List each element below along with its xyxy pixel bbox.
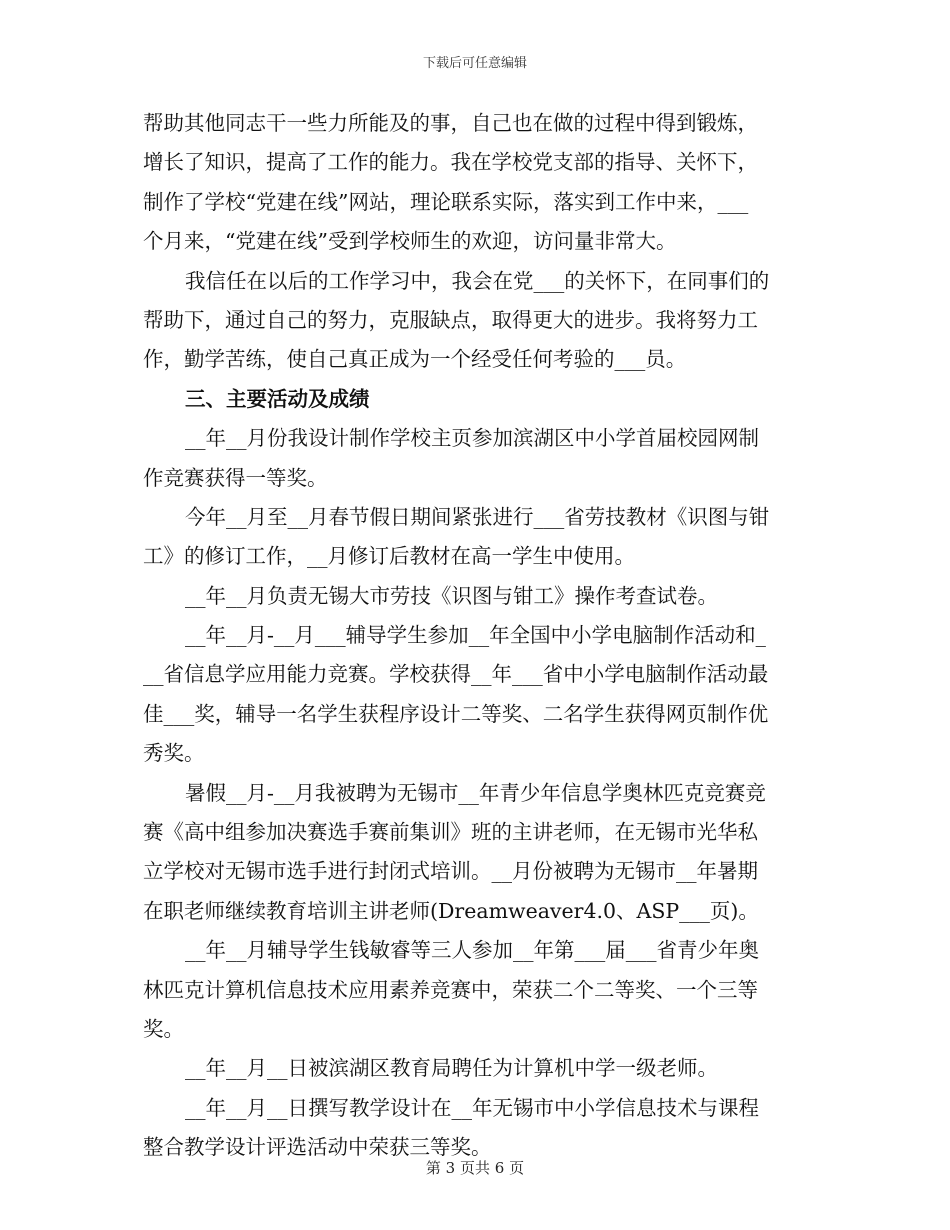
text-line: 帮助下，通过自己的努力，克服缺点，取得更大的进步。我将努力工 <box>143 307 758 332</box>
text-line: __年__月-__月___辅导学生参加__年全国中小学电脑制作活动和_ <box>185 623 766 648</box>
page-footer: 第 3 页共 6 页 <box>425 1159 525 1177</box>
text-line: 赛《高中组参加决赛选手赛前集训》班的主讲老师，在无锡市光华私 <box>143 820 758 845</box>
section-heading: 三、主要活动及成绩 <box>185 386 370 411</box>
text-line: 增长了知识，提高了工作的能力。我在学校党支部的指导、关怀下， <box>143 150 758 175</box>
text-line: 秀奖。 <box>143 741 205 766</box>
text-line: 今年__月至__月春节假日期间紧张进行___省劳技教材《识图与钳 <box>185 504 770 529</box>
text-line: 我信任在以后的工作学习中，我会在党___的关怀下，在同事们的 <box>185 268 770 293</box>
text-line: 制作了学校“党建在线”网站，理论联系实际，落实到工作中来，___ <box>143 189 749 214</box>
text-line: __年__月__日撰写教学设计在__年无锡市中小学信息技术与课程 <box>185 1095 759 1120</box>
text-line: 作，勤学苦练，使自己真正成为一个经受任何考验的___员。 <box>143 347 687 372</box>
text-line: 个月来，“党建在线”受到学校师生的欢迎，访问量非常大。 <box>143 229 677 254</box>
text-line: 奖。 <box>143 1016 184 1041</box>
text-line: __年__月负责无锡大市劳技《识图与钳工》操作考查试卷。 <box>185 583 718 608</box>
text-line: __年__月份我设计制作学校主页参加滨湖区中小学首届校园网制 <box>185 426 759 451</box>
text-line: 在职老师继续教育培训主讲老师(Dreamweaver4.0、ASP___页)。 <box>143 898 759 923</box>
text-line: 林匹克计算机信息技术应用素养竞赛中，荣获二个二等奖、一个三等 <box>143 977 758 1002</box>
document-body <box>143 104 808 1168</box>
text-line: __年__月__日被滨湖区教育局聘任为计算机中学一级老师。 <box>185 1056 718 1081</box>
text-line: 工》的修订工作，__月修订后教材在高一学生中使用。 <box>143 544 635 569</box>
text-line: 整合教学设计评选活动中荣获三等奖。 <box>143 1135 492 1160</box>
text-line: 帮助其他同志干一些力所能及的事，自己也在做的过程中得到锻炼， <box>143 111 758 135</box>
page-header: 下载后可任意编辑 <box>422 56 527 71</box>
text-line: 作竞赛获得一等奖。 <box>143 465 328 490</box>
text-line: 立学校对无锡市选手进行封闭式培训。__月份被聘为无锡市__年暑期 <box>143 859 758 884</box>
text-line: __省信息学应用能力竞赛。学校获得__年___省中小学电脑制作活动最 <box>143 662 769 687</box>
text-line: 暑假__月-__月我被聘为无锡市__年青少年信息学奥林匹克竞赛竞 <box>185 780 766 805</box>
text-line: __年__月辅导学生钱敏睿等三人参加__年第___届___省青少年奥 <box>185 938 759 963</box>
text-line: 佳___奖，辅导一名学生获程序设计二等奖、二名学生获得网页制作优 <box>143 701 769 726</box>
